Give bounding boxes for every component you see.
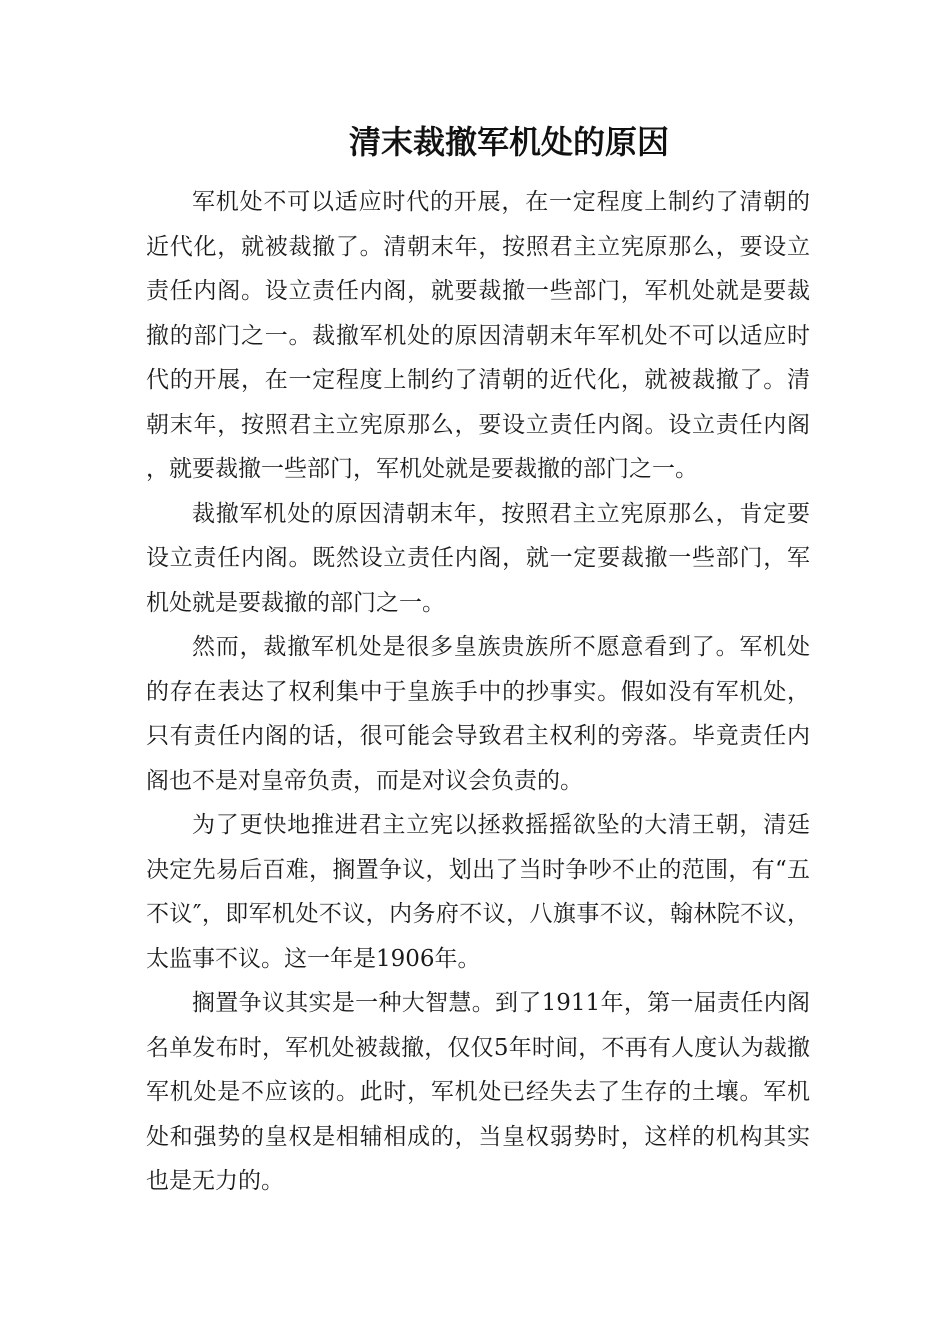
document-body [146, 180, 810, 1204]
paragraph-4: 为了更快地推进君主立宪以拯救摇摇欲坠的大清王朝，清廷决定先易后百难，搁置争议，划出了当时争吵不止的范围，有“五不议″，即军机处不议，内务府不议，八旗事不议，翰林院不议，太监事不议。这一年是1906年。 [146, 812, 810, 972]
paragraph-3: 然而，裁撤军机处是很多皇族贵族所不愿意看到了。军机处的存在表达了权利集中于皇族手中的抄事实。假如没有军机处，只有责任内阁的话，很可能会导致君主权利的旁落。毕竟责任内阁也不是对皇帝负责，而是对议会负责的。 [146, 634, 810, 794]
document-title: 清末裁撤军机处的原因 [348, 123, 669, 161]
paragraph-5: 搁置争议其实是一种大智慧。到了1911年，第一届责任内阁名单发布时，军机处被裁撤，仅仅5年时间，不再有人度认为裁撤军机处是不应该的。此时，军机处已经失去了生存的土壤。军机处和强势的皇权是相辅相成的，当皇权弱势时，这样的机构其实也是无力的。 [146, 990, 810, 1194]
paragraph-1: 军机处不可以适应时代的开展，在一定程度上制约了清朝的近代化，就被裁撤了。清朝末年，按照君主立宪原那么，要设立责任内阁。设立责任内阁，就要裁撤一些部门，军机处就是要裁撤的部门之一。裁撤军机处的原因清朝末年军机处不可以适应时代的开展，在一定程度上制约了清朝的近代化，就被裁撤了。清朝末年，按照君主立宪原那么，要设立责任内阁。设立责任内阁，就要裁撤一些部门，军机处就是要裁撤的部门之一。 [146, 189, 810, 482]
paragraph-2: 裁撤军机处的原因清朝末年，按照君主立宪原那么，肯定要设立责任内阁。既然设立责任内阁，就一定要裁撤一些部门，军机处就是要裁撤的部门之一。 [146, 500, 810, 616]
